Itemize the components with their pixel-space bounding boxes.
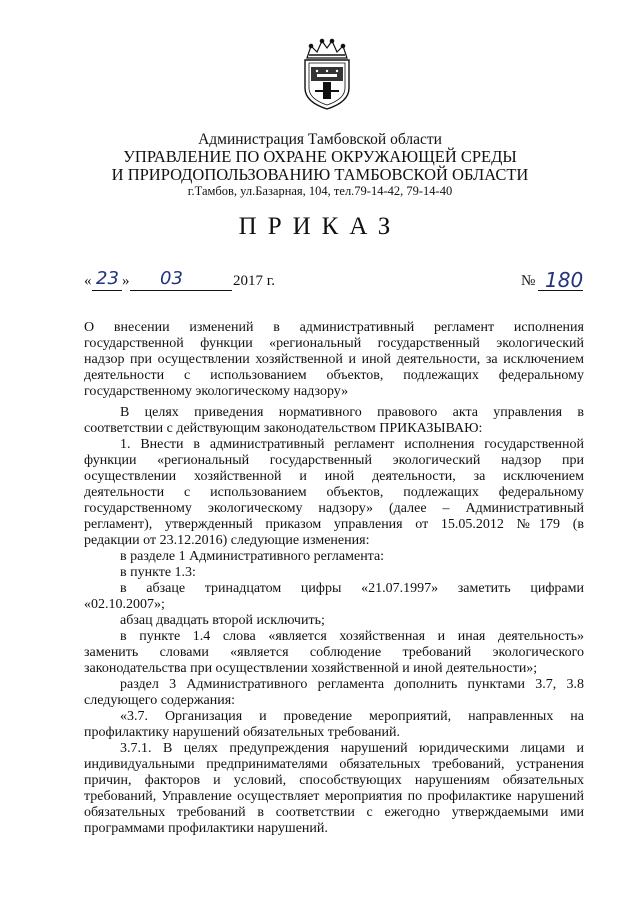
body-line: в пункте 1.4 слова «является хозяйственная и иная деятельность» bbox=[120, 629, 584, 644]
body-line: в абзаце тринадцатом цифры «21.07.1997» заметить цифрами bbox=[120, 581, 584, 596]
body-line: индивидуальными предпринимателями обязательных требований, устранения bbox=[84, 757, 584, 772]
body-line: 3.7.1. В целях предупреждения нарушений юридическими лицами и bbox=[120, 741, 584, 756]
body-line: в пункте 1.3: bbox=[120, 565, 196, 580]
body-line: требований, Управление осуществляет мероприятия по профилактике нарушений bbox=[84, 789, 584, 804]
number-underline bbox=[538, 290, 583, 291]
body-line: функции «региональный государственный экологический надзор при bbox=[84, 453, 584, 468]
body-line: «02.10.2007»; bbox=[84, 597, 165, 612]
subject-line: деятельности с использованием объектов, подлежащих федеральному bbox=[84, 368, 584, 383]
date-month-handwritten: 03 bbox=[160, 268, 183, 289]
body-line: абзац двадцать второй исключить; bbox=[120, 613, 325, 628]
body-line: обязательных требований в соответствии с ежегодно утверждаемыми ими bbox=[84, 805, 584, 820]
date-open-quote: « bbox=[84, 273, 92, 289]
date-close-quote: » bbox=[122, 273, 130, 289]
subject-line: государственному экологическому надзору» bbox=[84, 384, 349, 399]
body-line: деятельности с использованием объектов, подлежащих федеральному bbox=[84, 485, 584, 500]
body-line: программами профилактики нарушений. bbox=[84, 821, 328, 836]
subject-line: государственной функции «региональный государственный экологический bbox=[84, 336, 584, 351]
body-line: государственному экологическому надзору» (далее – Административный bbox=[84, 501, 584, 516]
month-underline bbox=[130, 290, 232, 291]
body-line: в разделе 1 Административного регламента: bbox=[120, 549, 385, 564]
date-year: 2017 г. bbox=[233, 273, 275, 289]
order-body bbox=[84, 405, 584, 837]
department-name-line2: И ПРИРОДОПОЛЬЗОВАНИЮ ТАМБОВСКОЙ ОБЛАСТИ bbox=[111, 165, 529, 184]
document-title: ПРИКАЗ bbox=[238, 213, 402, 240]
subject-line: надзор при осуществлении хозяйственной и иной деятельности, за исключением bbox=[84, 352, 584, 367]
department-address: г.Тамбов, ул.Базарная, 104, тел.79-14-42, 79-14-40 bbox=[187, 184, 453, 198]
body-line: регламент), утвержденный приказом управления от 15.05.2012 №179 (в bbox=[84, 517, 584, 532]
body-line: следующего содержания: bbox=[84, 693, 236, 708]
body-line: заменить словами «является соблюдение требований экологического bbox=[84, 645, 584, 660]
body-line: 1. Внести в административный регламент исполнения государственной bbox=[120, 437, 584, 452]
body-line: профилактику нарушений обязательных требований. bbox=[84, 725, 401, 740]
body-line: соответствии с действующим законодательством ПРИКАЗЫВАЮ: bbox=[84, 421, 483, 436]
body-line: осуществлении хозяйственной и иной деятельности, за исключением bbox=[84, 469, 584, 484]
organization-name: Администрация Тамбовской области bbox=[198, 131, 442, 148]
subject-line: О внесении изменений в административный регламент исполнения bbox=[84, 320, 584, 335]
body-line: «3.7. Организация и проведение мероприятий, направленных на bbox=[120, 709, 584, 724]
order-number-handwritten: 180 bbox=[545, 268, 584, 292]
body-line: редакции от 23.12.2016) следующие изменения: bbox=[84, 533, 370, 548]
date-day-handwritten: 23 bbox=[96, 268, 119, 289]
department-name-line1: УПРАВЛЕНИЕ ПО ОХРАНЕ ОКРУЖАЮЩЕЙ СРЕДЫ bbox=[123, 147, 517, 166]
order-number-prefix: № bbox=[521, 273, 536, 289]
coat-of-arms-icon bbox=[297, 38, 357, 112]
day-underline bbox=[92, 290, 122, 291]
body-line: раздел 3 Административного регламента дополнить пунктами 3.7, 3.8 bbox=[120, 677, 584, 692]
body-line: В целях приведения нормативного правового акта управления в bbox=[120, 405, 584, 420]
order-subject bbox=[84, 320, 584, 400]
body-line: законодательства при осуществлении хозяйственной и иной деятельности»; bbox=[84, 661, 538, 676]
body-line: причин, факторов и условий, способствующих нарушениям обязательных bbox=[84, 773, 584, 788]
